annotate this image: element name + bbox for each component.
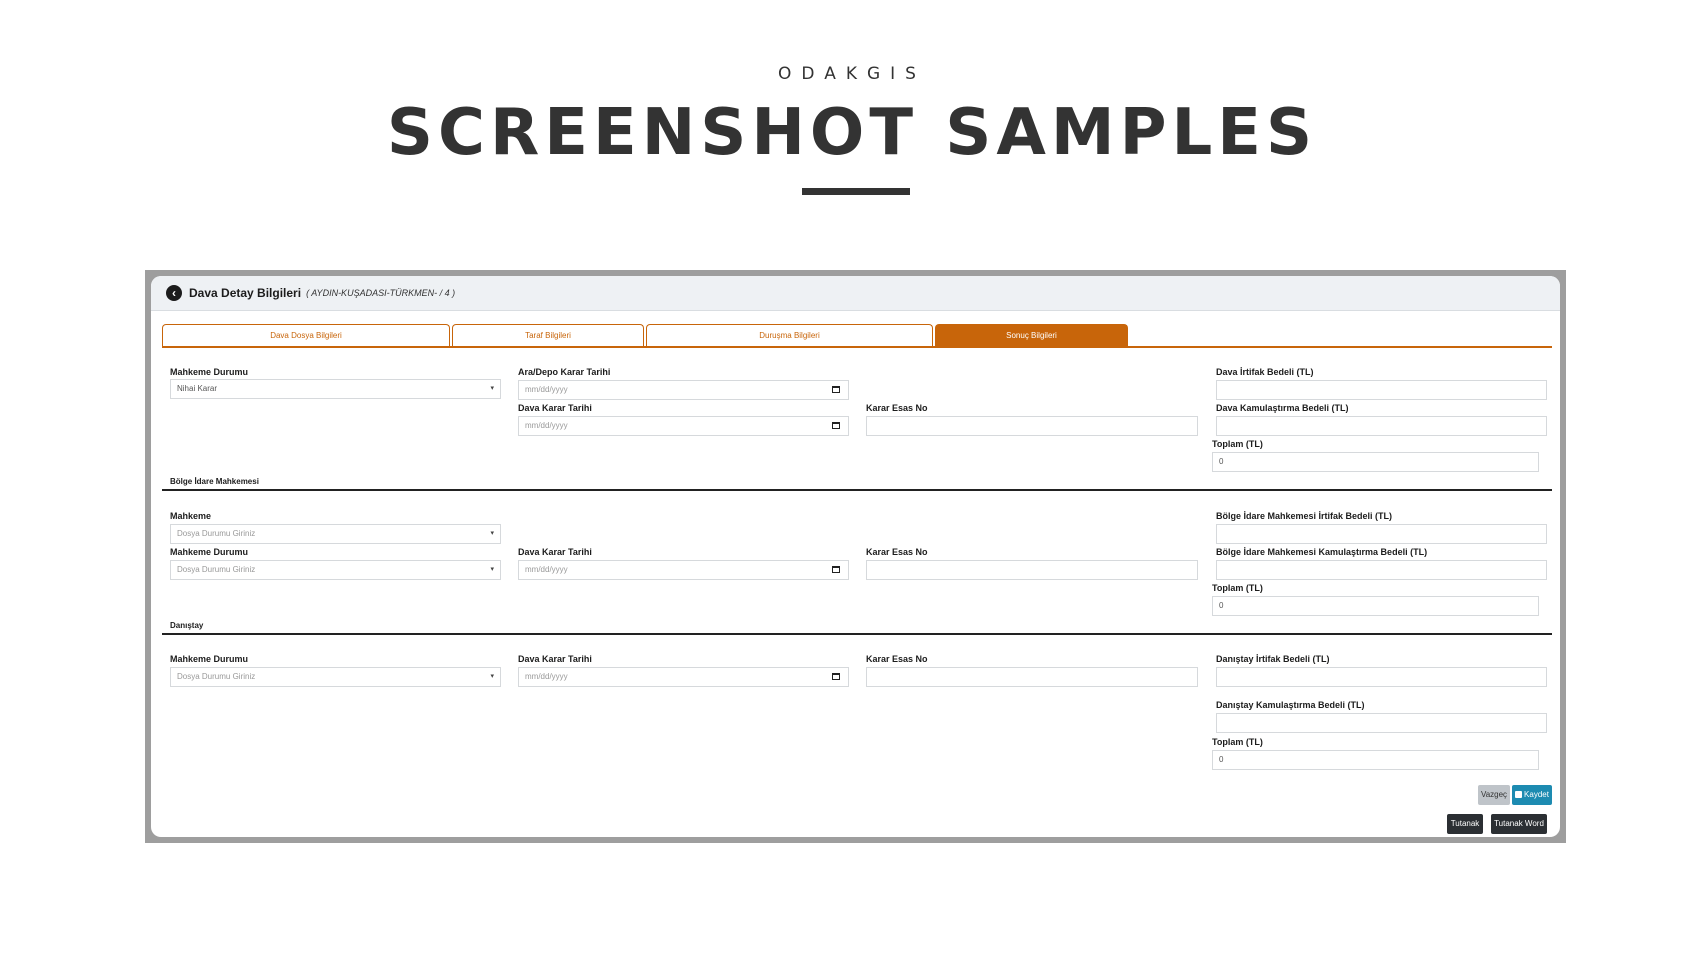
bolge-kamulastirma-bedeli-input[interactable]: [1216, 560, 1547, 580]
karar-esas-no-label: Karar Esas No: [866, 654, 928, 664]
tab-bar: [162, 324, 1552, 348]
danistay-karar-esas-no-input[interactable]: [866, 667, 1198, 687]
toplam-label: Toplam (TL): [1212, 737, 1263, 747]
toplam-label: Toplam (TL): [1212, 439, 1263, 449]
bolge-irtifak-bedeli-input[interactable]: [1216, 524, 1547, 544]
mahkeme-durumu-value: Nihai Karar: [177, 384, 218, 393]
date-placeholder: mm/dd/yyyy: [525, 421, 568, 430]
tab-sonuc-bilgileri[interactable]: Sonuç Bilgileri: [935, 324, 1128, 346]
calendar-icon[interactable]: [832, 673, 840, 680]
bolge-dava-karar-tarihi-input[interactable]: [518, 560, 849, 580]
tutanak-button[interactable]: Tutanak: [1447, 814, 1483, 834]
dava-karar-tarihi-label: Dava Karar Tarihi: [518, 547, 592, 557]
dava-karar-tarihi-label: Dava Karar Tarihi: [518, 654, 592, 664]
date-placeholder: mm/dd/yyyy: [525, 385, 568, 394]
section-divider: [162, 489, 1552, 491]
back-arrow-icon[interactable]: ‹: [166, 285, 182, 301]
dava-karar-tarihi-label: Dava Karar Tarihi: [518, 403, 592, 413]
dava-kamulastirma-bedeli-label: Dava Kamulaştırma Bedeli (TL): [1216, 403, 1349, 413]
danistay-section-heading: Danıştay: [170, 621, 204, 630]
cancel-button[interactable]: Vazgeç: [1478, 785, 1510, 805]
bolge-mahkeme-durumu-select[interactable]: [170, 560, 501, 580]
tab-dava-dosya-bilgileri[interactable]: Dava Dosya Bilgileri: [162, 324, 450, 346]
hero-underline: [802, 188, 910, 195]
page-title: Dava Detay Bilgileri: [189, 286, 302, 300]
ara-depo-karar-tarihi-label: Ara/Depo Karar Tarihi: [518, 367, 611, 377]
chevron-down-icon: ▾: [490, 385, 494, 392]
mahkeme-durumu-label: Mahkeme Durumu: [170, 654, 249, 664]
toplam-input[interactable]: 0: [1212, 452, 1539, 472]
dava-karar-tarihi-input[interactable]: [518, 416, 849, 436]
bolge-kamulastirma-bedeli-label: Bölge İdare Mahkemesi Kamulaştırma Bedeli (TL): [1216, 547, 1428, 557]
select-placeholder: Dosya Durumu Giriniz: [177, 565, 256, 574]
bolge-mahkeme-select[interactable]: [170, 524, 501, 544]
ara-depo-karar-tarihi-input[interactable]: [518, 380, 849, 400]
chevron-down-icon: ▾: [490, 673, 494, 680]
save-icon: [1515, 791, 1522, 798]
bolge-idare-section-heading: Bölge İdare Mahkemesi: [170, 477, 259, 486]
bolge-karar-esas-no-input[interactable]: [866, 560, 1198, 580]
select-placeholder: Dosya Durumu Giriniz: [177, 672, 256, 681]
case-detail-panel: [151, 276, 1560, 837]
tab-durusma-bilgileri[interactable]: Duruşma Bilgileri: [646, 324, 933, 346]
calendar-icon[interactable]: [832, 422, 840, 429]
chevron-down-icon: ▾: [490, 566, 494, 573]
dava-kamulastirma-bedeli-input[interactable]: [1216, 416, 1547, 436]
save-label: Kaydet: [1524, 790, 1549, 799]
calendar-icon[interactable]: [832, 386, 840, 393]
dava-irtifak-bedeli-input[interactable]: [1216, 380, 1547, 400]
karar-esas-no-label: Karar Esas No: [866, 547, 928, 557]
danistay-kamulastirma-bedeli-label: Danıştay Kamulaştırma Bedeli (TL): [1216, 700, 1365, 710]
mahkeme-durumu-label: Mahkeme Durumu: [170, 367, 249, 377]
danistay-toplam-input[interactable]: 0: [1212, 750, 1539, 770]
tutanak-word-button[interactable]: Tutanak Word: [1491, 814, 1547, 834]
section-divider: [162, 633, 1552, 635]
screenshot-frame: [145, 270, 1566, 843]
calendar-icon[interactable]: [832, 566, 840, 573]
mahkeme-label: Mahkeme: [170, 511, 212, 521]
panel-header: [151, 276, 1560, 311]
danistay-kamulastirma-bedeli-input[interactable]: [1216, 713, 1547, 733]
dava-irtifak-bedeli-label: Dava İrtifak Bedeli (TL): [1216, 367, 1314, 377]
toplam-label: Toplam (TL): [1212, 583, 1263, 593]
bolge-irtifak-bedeli-label: Bölge İdare Mahkemesi İrtifak Bedeli (TL): [1216, 511, 1393, 521]
date-placeholder: mm/dd/yyyy: [525, 565, 568, 574]
karar-esas-no-input[interactable]: [866, 416, 1198, 436]
select-placeholder: Dosya Durumu Giriniz: [177, 529, 256, 538]
mahkeme-durumu-select[interactable]: [170, 379, 501, 399]
chevron-down-icon: ▾: [490, 530, 494, 537]
save-button[interactable]: [1512, 785, 1552, 805]
case-reference: ( AYDIN-KUŞADASI-TÜRKMEN- / 4 ): [306, 288, 456, 298]
danistay-dava-karar-tarihi-input[interactable]: [518, 667, 849, 687]
hero-headline: SCREENSHOT SAMPLES: [386, 96, 1318, 170]
karar-esas-no-label: Karar Esas No: [866, 403, 928, 413]
tab-taraf-bilgileri[interactable]: Taraf Bilgileri: [452, 324, 644, 346]
bolge-toplam-input[interactable]: 0: [1212, 596, 1539, 616]
hero-brand: ODAKGIS: [778, 64, 926, 84]
danistay-irtifak-bedeli-label: Danıştay İrtifak Bedeli (TL): [1216, 654, 1330, 664]
danistay-mahkeme-durumu-select[interactable]: [170, 667, 501, 687]
mahkeme-durumu-label: Mahkeme Durumu: [170, 547, 249, 557]
date-placeholder: mm/dd/yyyy: [525, 672, 568, 681]
danistay-irtifak-bedeli-input[interactable]: [1216, 667, 1547, 687]
